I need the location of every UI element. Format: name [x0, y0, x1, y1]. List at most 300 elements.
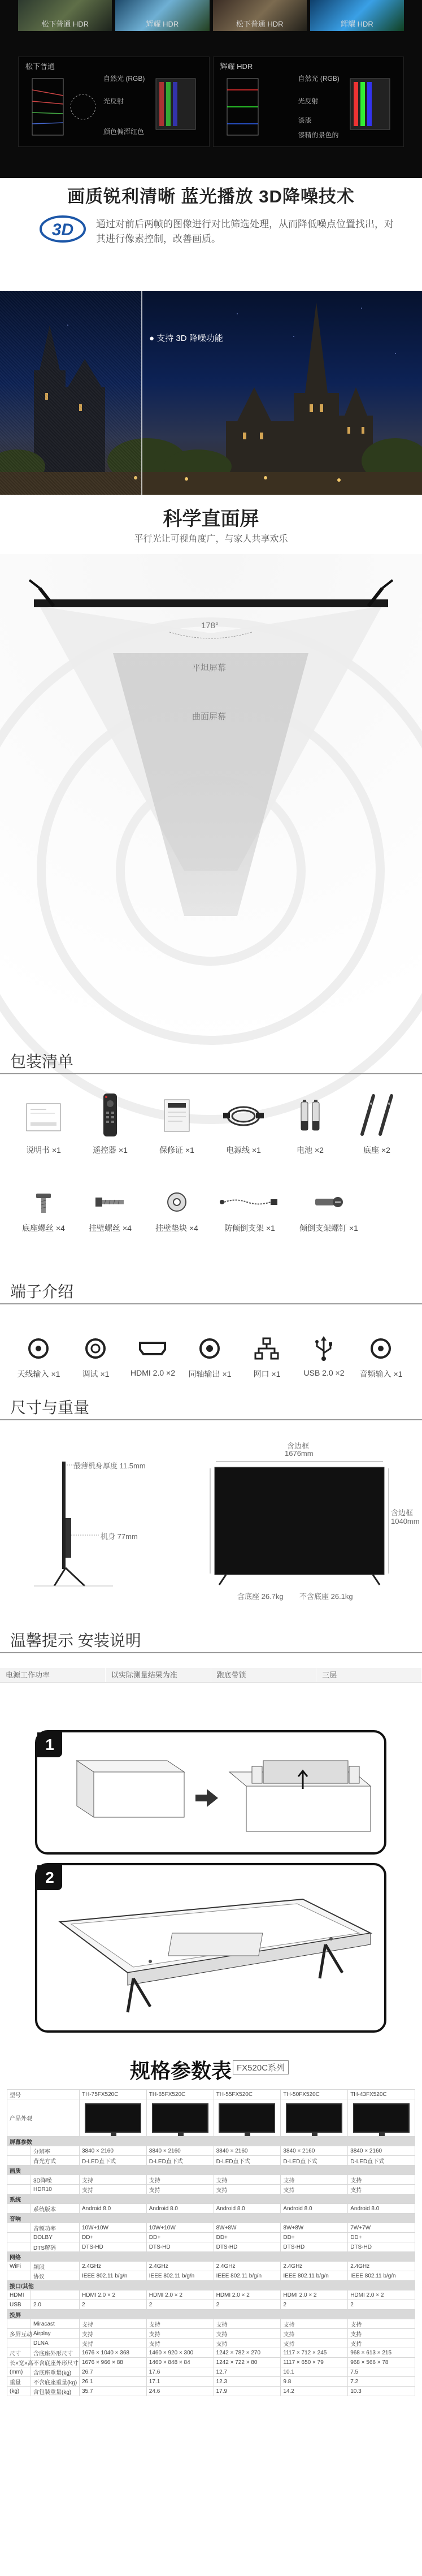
spec-value-cell: 7.2 — [348, 2377, 415, 2387]
spec-group-label: 音响 — [7, 2214, 415, 2223]
spec-value-cell: 支持 — [348, 2339, 415, 2348]
pack-item-label: 挂壁螺丝 ×4 — [89, 1224, 132, 1233]
spec-group-label: 接口/其他 — [7, 2281, 415, 2290]
hdr-caption: 松下普通 HDR — [236, 20, 284, 28]
gamut-note: 光反射 — [103, 97, 124, 105]
spec-value-cell: 7.5 — [348, 2367, 415, 2377]
pack-item-label: 挂壁垫块 ×4 — [155, 1224, 198, 1233]
badge-text: 支持 3D 降噪功能 — [156, 334, 223, 343]
spec-value-cell: DTS-HD — [146, 2242, 214, 2252]
gamut-note: 光反射 — [298, 97, 319, 105]
pack-item-label: 电池 ×2 — [297, 1146, 324, 1155]
spec-name-cell: 背光方式 — [31, 2156, 80, 2166]
spec-group-row — [7, 2252, 415, 2262]
spec-group-row — [7, 2281, 415, 2290]
spec-value-cell: 支持 — [80, 2339, 147, 2348]
gamut-diagram-icon — [221, 73, 298, 141]
port-item — [67, 1329, 124, 1391]
spec-value-cell: 支持 — [348, 2185, 415, 2194]
spec-value-cell: HDMI 2.0 × 2 — [348, 2290, 415, 2300]
comparison-split-line[interactable] — [141, 291, 142, 495]
spec-value-cell: DTS-HD — [214, 2242, 281, 2252]
spec-category-cell — [7, 2204, 31, 2214]
height-value: 1040mm — [391, 1517, 420, 1525]
spec-category-cell — [7, 2242, 31, 2252]
spec-value-cell: 支持 — [146, 2185, 214, 2194]
spec-name-cell: 2.0 — [31, 2300, 80, 2310]
3d-logo-icon — [40, 215, 86, 243]
tv-thumbnail-icon — [219, 2103, 275, 2133]
spec-name-cell: 协议 — [31, 2271, 80, 2281]
port-item — [238, 1329, 295, 1391]
spec-image-row — [7, 2099, 415, 2137]
pack-item-label: 保修证 ×1 — [159, 1146, 194, 1155]
gamut-diagram-icon — [27, 73, 103, 141]
port-label: USB 2.0 ×2 — [303, 1368, 345, 1377]
manual-icon — [21, 1092, 66, 1138]
pack-item-label: 底座 ×2 — [363, 1146, 390, 1155]
spec-value-cell: 支持 — [281, 2175, 348, 2185]
spec-row — [7, 2319, 415, 2329]
warranty-card-icon — [154, 1092, 199, 1138]
spec-value-cell: 支持 — [281, 2185, 348, 2194]
spec-value-cell: 2 — [348, 2300, 415, 2310]
noise-reduction-description: 通过对前后两帧的图像进行对比筛选处理，从而降低噪点位置找出，对其进行像素控制，改善画质。 — [96, 219, 394, 244]
spec-header-cell: 型号 — [7, 2090, 80, 2099]
spec-name-cell: 不含底座外形尺寸 — [31, 2358, 80, 2367]
spec-model-cell: TH-65FX520C — [146, 2090, 214, 2099]
spec-value-cell: 2.4GHz — [80, 2262, 147, 2271]
bracket-screw-icon — [306, 1185, 351, 1219]
spec-value-cell: 17.9 — [214, 2387, 281, 2396]
spec-value-cell: 9.8 — [281, 2377, 348, 2387]
spec-value-cell: D-LED直下式 — [214, 2156, 281, 2166]
packing-row-2 — [10, 1181, 412, 1248]
spec-value-cell: 支持 — [348, 2175, 415, 2185]
noise-reduction-photo — [0, 291, 422, 495]
antenna-port-icon — [21, 1334, 55, 1363]
port-item — [295, 1329, 353, 1391]
section-divider — [0, 1073, 422, 1074]
hdr-caption: 松下普通 HDR — [41, 20, 89, 28]
noise-reduction-badge — [149, 332, 223, 344]
spec-thumb-cell — [281, 2099, 348, 2137]
weight-without-base: 不含底座 26.1kg — [299, 1592, 353, 1601]
spec-value-cell: IEEE 802.11 b/g/n — [281, 2271, 348, 2281]
spec-row — [7, 2156, 415, 2166]
spec-group-label: 投屏 — [7, 2310, 415, 2319]
spec-value-cell: 10.1 — [281, 2367, 348, 2377]
spec-value-cell: 支持 — [80, 2175, 147, 2185]
spec-value-cell: HDMI 2.0 × 2 — [80, 2290, 147, 2300]
specs-table — [7, 2089, 415, 2396]
pack-item-label: 倾倒支架螺钉 ×1 — [299, 1224, 358, 1233]
port-item — [124, 1329, 181, 1391]
spec-category-cell: 多屏互动 — [7, 2329, 31, 2339]
gamut-note: 漆漆 — [298, 116, 312, 124]
spec-value-cell: 支持 — [281, 2329, 348, 2339]
installation-tips-header: 温馨提示 安装说明 — [10, 1632, 141, 1649]
spec-name-cell: 含包装重量(kg) — [31, 2387, 80, 2396]
noise-reduction-title: 画质锐利清晰 蓝光播放 3D降噪技术 — [67, 187, 355, 206]
anti-tip-strap-icon — [219, 1185, 281, 1219]
spec-value-cell: 支持 — [214, 2175, 281, 2185]
port-label: 同轴输出 ×1 — [188, 1369, 232, 1378]
spec-value-cell: DD+ — [348, 2233, 415, 2242]
spec-row — [7, 2204, 415, 2214]
spec-value-cell: 2 — [80, 2300, 147, 2310]
spec-value-cell: 1460 × 920 × 300 — [146, 2348, 214, 2358]
spec-category-cell: (mm) — [7, 2367, 31, 2377]
tv-thumbnail-icon — [353, 2103, 410, 2133]
tips-tab-bar — [0, 1668, 422, 1683]
spec-value-cell: Android 8.0 — [80, 2204, 147, 2214]
hdr-caption: 辉耀 HDR — [340, 20, 373, 28]
spec-value-cell: DD+ — [146, 2233, 214, 2242]
spec-row — [7, 2185, 415, 2194]
spec-name-cell: 含底座外形尺寸 — [31, 2348, 80, 2358]
spec-category-cell: (kg) — [7, 2387, 31, 2396]
spec-value-cell: 支持 — [214, 2339, 281, 2348]
spec-row — [7, 2377, 415, 2387]
gamut-note: 漆精的景色的 — [298, 131, 339, 139]
specs-title: 规格参数表 — [130, 2059, 232, 2082]
hdr-photo-1 — [18, 0, 112, 31]
spec-category-cell — [7, 2223, 31, 2233]
spec-value-cell: 1676 × 966 × 88 — [80, 2358, 147, 2367]
spec-thumb-cell — [80, 2099, 147, 2137]
straight-screen-title: 科学直面屏 — [163, 508, 259, 530]
section-divider — [0, 1419, 422, 1420]
spec-value-cell: 支持 — [348, 2319, 415, 2329]
spec-value-cell: 8W+8W — [214, 2223, 281, 2233]
section-divider — [0, 1652, 422, 1653]
spec-header-row — [7, 2090, 415, 2099]
spec-value-cell: 1117 × 650 × 79 — [281, 2358, 348, 2367]
spec-thumb-cell — [214, 2099, 281, 2137]
weight-with-base: 含底座 26.7kg — [237, 1592, 284, 1601]
ethernet-port-icon — [250, 1334, 284, 1363]
spec-group-row — [7, 2137, 415, 2146]
spec-value-cell: 24.6 — [146, 2387, 214, 2396]
spec-group-row — [7, 2194, 415, 2204]
spec-value-cell: 3840 × 2160 — [80, 2146, 147, 2156]
pack-item — [143, 1181, 210, 1248]
pack-item-label: 电源线 ×1 — [226, 1146, 261, 1155]
tv-dimensions-illustration-icon — [0, 1445, 422, 1609]
spacer-icon — [154, 1185, 199, 1219]
spec-value-cell: 1117 × 712 × 245 — [281, 2348, 348, 2358]
spec-value-cell: 2.4GHz — [348, 2262, 415, 2271]
hdr-photo-2 — [115, 0, 209, 31]
pack-item-label: 底座螺丝 ×4 — [22, 1224, 65, 1233]
spec-value-cell: DD+ — [214, 2233, 281, 2242]
spec-value-cell: Android 8.0 — [348, 2204, 415, 2214]
view-angle-label: 178° — [201, 621, 219, 630]
hdr-photo-row — [18, 0, 404, 31]
pack-item — [289, 1181, 368, 1248]
spec-value-cell: HDMI 2.0 × 2 — [214, 2290, 281, 2300]
port-label: 音频输入 ×1 — [359, 1369, 403, 1378]
spec-row — [7, 2242, 415, 2252]
spec-row — [7, 2300, 415, 2310]
spec-value-cell: 2 — [146, 2300, 214, 2310]
spec-category-cell — [7, 2146, 31, 2156]
port-label: HDMI 2.0 ×2 — [130, 1368, 175, 1377]
spec-value-cell: 10W+10W — [80, 2223, 147, 2233]
spec-name-cell: 音频功率 — [31, 2223, 80, 2233]
dimensions-header: 尺寸与重量 — [10, 1399, 90, 1416]
spec-name-cell: 系统版本 — [31, 2204, 80, 2214]
tab-power[interactable]: 电源工作功率 — [0, 1668, 106, 1682]
spec-value-cell: 3840 × 2160 — [146, 2146, 214, 2156]
spec-model-cell: TH-75FX520C — [80, 2090, 147, 2099]
spec-value-cell: 2 — [214, 2300, 281, 2310]
gamut-note: 自然光 (RGB) — [298, 75, 340, 83]
spec-row — [7, 2262, 415, 2271]
spec-value-cell: 支持 — [214, 2329, 281, 2339]
flat-screen-label: 平坦屏幕 — [192, 663, 227, 673]
pack-item — [143, 1087, 210, 1172]
packing-row-1 — [10, 1087, 412, 1172]
bolt-icon — [88, 1185, 133, 1219]
spec-row — [7, 2271, 415, 2281]
gamut-panel-title: 松下普通 — [25, 62, 55, 71]
spec-value-cell: D-LED直下式 — [348, 2156, 415, 2166]
spec-category-cell: 重量 — [7, 2377, 31, 2387]
width-value: 1676mm — [285, 1449, 314, 1458]
spec-value-cell: 1460 × 848 × 84 — [146, 2358, 214, 2367]
straight-screen-subtitle: 平行光让可视角度广，与家人共享欢乐 — [134, 534, 288, 544]
hdr-gamut-panel-left — [18, 57, 210, 147]
body-thickness-label: 机身 77mm — [101, 1532, 138, 1541]
spec-value-cell: 10W+10W — [146, 2223, 214, 2233]
spec-value-cell: Android 8.0 — [146, 2204, 214, 2214]
spec-image-label: 产品外观 — [7, 2099, 80, 2137]
spec-name-cell: HDR10 — [31, 2185, 80, 2194]
height-caption: 含边框 — [391, 1509, 414, 1517]
spec-value-cell: 12.3 — [214, 2377, 281, 2387]
pack-item — [10, 1087, 77, 1172]
hdr-gamut-panel-right — [213, 57, 404, 147]
spec-group-row — [7, 2310, 415, 2319]
tv-panel-icon — [328, 73, 395, 135]
port-item — [181, 1329, 238, 1391]
spec-row — [7, 2358, 415, 2367]
spec-value-cell: 968 × 613 × 215 — [348, 2348, 415, 2358]
spec-value-cell: D-LED直下式 — [281, 2156, 348, 2166]
tab-lock[interactable]: 跑底带锁 — [211, 1668, 317, 1682]
spec-thumb-cell — [348, 2099, 415, 2137]
install-step-1 — [35, 1730, 386, 1855]
pack-item-label: 遥控器 ×1 — [93, 1146, 128, 1155]
pack-item-label: 说明书 ×1 — [26, 1146, 61, 1155]
spec-category-cell: 长×宽×高 — [7, 2358, 31, 2367]
spec-name-cell: Miracast — [31, 2319, 80, 2329]
spec-name-cell — [31, 2290, 80, 2300]
spec-category-cell — [7, 2339, 31, 2348]
spec-thumb-cell — [146, 2099, 214, 2137]
spec-row — [7, 2146, 415, 2156]
spec-value-cell: 支持 — [146, 2339, 214, 2348]
spec-value-cell: 35.7 — [80, 2387, 147, 2396]
spec-value-cell: 1676 × 1040 × 368 — [80, 2348, 147, 2358]
spec-value-cell: 2 — [281, 2300, 348, 2310]
spec-value-cell: 3840 × 2160 — [348, 2146, 415, 2156]
port-label: 天线输入 ×1 — [17, 1369, 60, 1378]
spec-value-cell: 17.6 — [146, 2367, 214, 2377]
spec-value-cell: D-LED直下式 — [146, 2156, 214, 2166]
spec-row — [7, 2290, 415, 2300]
spec-name-cell: 分辨率 — [31, 2146, 80, 2156]
spec-row — [7, 2367, 415, 2377]
spec-category-cell — [7, 2156, 31, 2166]
spec-value-cell: 支持 — [146, 2329, 214, 2339]
spec-value-cell: IEEE 802.11 b/g/n — [348, 2271, 415, 2281]
audio-in-port-icon — [364, 1334, 398, 1363]
curved-screen-label: 曲面屏幕 — [192, 712, 227, 721]
step-number: 1 — [37, 1732, 62, 1757]
usb-port-icon — [307, 1334, 341, 1363]
spec-value-cell: 支持 — [80, 2329, 147, 2339]
spec-name-cell: 含底座重量(kg) — [31, 2367, 80, 2377]
spec-name-cell: DLNA — [31, 2339, 80, 2348]
unboxing-illustration-icon — [37, 1732, 389, 1857]
tab-measurement[interactable]: 以实际测量结果为准 — [106, 1668, 211, 1682]
spec-value-cell: 2.4GHz — [214, 2262, 281, 2271]
pack-item — [210, 1087, 277, 1172]
spec-value-cell: IEEE 802.11 b/g/n — [214, 2271, 281, 2281]
power-cord-icon — [221, 1092, 266, 1138]
debug-port-icon — [79, 1334, 112, 1363]
section-divider — [0, 1303, 422, 1304]
gamut-note: 颜色偏浑红色 — [103, 128, 145, 136]
spec-name-cell: Airplay — [31, 2329, 80, 2339]
tv-thumbnail-icon — [152, 2103, 208, 2133]
spec-name-cell: DTS解码 — [31, 2242, 80, 2252]
spec-model-cell: TH-50FX520C — [281, 2090, 348, 2099]
spec-category-cell — [7, 2185, 31, 2194]
spec-value-cell: 支持 — [146, 2319, 214, 2329]
tv-thumbnail-icon — [85, 2103, 141, 2133]
spec-value-cell: 7W+7W — [348, 2223, 415, 2233]
spec-value-cell: 3840 × 2160 — [281, 2146, 348, 2156]
spec-value-cell: 支持 — [146, 2175, 214, 2185]
spec-value-cell: DTS-HD — [281, 2242, 348, 2252]
ports-header: 端子介绍 — [10, 1283, 74, 1300]
width-caption: 含边框 — [287, 1442, 310, 1450]
port-label: 网口 ×1 — [253, 1369, 281, 1378]
spec-value-cell: 12.7 — [214, 2367, 281, 2377]
spec-value-cell: IEEE 802.11 b/g/n — [146, 2271, 214, 2281]
spec-value-cell: 968 × 566 × 78 — [348, 2358, 415, 2367]
spec-value-cell: 支持 — [348, 2329, 415, 2339]
spec-category-cell — [7, 2175, 31, 2185]
hdr-comparison-section — [0, 0, 422, 178]
hdr-caption: 辉耀 HDR — [146, 20, 179, 28]
remote-icon — [88, 1092, 133, 1138]
spec-value-cell: 支持 — [281, 2339, 348, 2348]
dimensions-diagram — [0, 1442, 422, 1609]
pack-item — [10, 1181, 77, 1248]
spec-value-cell: 14.2 — [281, 2387, 348, 2396]
spec-row — [7, 2329, 415, 2339]
pack-item-label: 防倾倒支架 ×1 — [224, 1224, 275, 1233]
spec-group-row — [7, 2166, 415, 2175]
port-label: 调试 ×1 — [82, 1369, 110, 1378]
gamut-panel-title: 辉耀 HDR — [220, 62, 253, 71]
spec-value-cell: 支持 — [281, 2319, 348, 2329]
spec-value-cell: Android 8.0 — [214, 2204, 281, 2214]
pack-item — [277, 1087, 343, 1172]
spec-name-cell: 频段 — [31, 2262, 80, 2271]
spec-value-cell: 支持 — [214, 2185, 281, 2194]
spec-category-cell — [7, 2319, 31, 2329]
spec-group-label: 屏幕参数 — [7, 2137, 415, 2146]
hdr-gamut-row — [18, 57, 404, 147]
step-number: 2 — [37, 1865, 62, 1890]
packing-list-header: 包装清单 — [10, 1053, 74, 1070]
spec-name-cell: 3D降噪 — [31, 2175, 80, 2185]
spec-value-cell: HDMI 2.0 × 2 — [281, 2290, 348, 2300]
hdr-photo-3 — [213, 0, 307, 31]
spec-row — [7, 2175, 415, 2185]
specs-series-tag: FX520C系列 — [233, 2060, 289, 2074]
spec-category-cell: 尺寸 — [7, 2348, 31, 2358]
pack-item — [77, 1087, 143, 1172]
spec-value-cell: 26.1 — [80, 2377, 147, 2387]
hdmi-port-icon — [136, 1334, 169, 1363]
spec-row — [7, 2348, 415, 2358]
spec-value-cell: 10.3 — [348, 2387, 415, 2396]
thinnest-thickness-label: 最薄机身厚度 11.5mm — [73, 1462, 146, 1470]
spec-value-cell: 3840 × 2160 — [214, 2146, 281, 2156]
spec-group-row — [7, 2214, 415, 2223]
spec-category-cell — [7, 2271, 31, 2281]
spec-group-label: 网络 — [7, 2252, 415, 2262]
pack-item — [210, 1181, 289, 1248]
bullet-icon: ● — [149, 334, 157, 343]
spec-value-cell: 2.4GHz — [281, 2262, 348, 2271]
screw-icon — [21, 1185, 66, 1219]
spec-value-cell: 1242 × 782 × 270 — [214, 2348, 281, 2358]
spec-value-cell: Android 8.0 — [281, 2204, 348, 2214]
battery-icon — [288, 1092, 333, 1138]
spec-value-cell: 8W+8W — [281, 2223, 348, 2233]
spec-value-cell: DTS-HD — [80, 2242, 147, 2252]
spec-name-cell: 不含底座重量(kg) — [31, 2377, 80, 2387]
tab-layers[interactable]: 三层 — [316, 1668, 422, 1682]
spec-value-cell: 2.4GHz — [146, 2262, 214, 2271]
spec-value-cell: 26.7 — [80, 2367, 147, 2377]
spec-row — [7, 2339, 415, 2348]
spec-value-cell: DTS-HD — [348, 2242, 415, 2252]
spec-model-cell: TH-43FX520C — [348, 2090, 415, 2099]
spec-value-cell: IEEE 802.11 b/g/n — [80, 2271, 147, 2281]
gamut-note: 自然光 (RGB) — [103, 75, 145, 83]
spec-value-cell: 1242 × 722 × 80 — [214, 2358, 281, 2367]
spec-value-cell: 支持 — [80, 2319, 147, 2329]
stand-mounting-illustration-icon — [37, 1865, 389, 2035]
pack-item — [77, 1181, 143, 1248]
spec-value-cell: 17.1 — [146, 2377, 214, 2387]
viewing-angle-diagram — [0, 554, 422, 1046]
spec-value-cell: DD+ — [80, 2233, 147, 2242]
install-step-2 — [35, 1863, 386, 2033]
spec-row — [7, 2387, 415, 2396]
spec-group-label: 画质 — [7, 2166, 415, 2175]
stand-leg-icon — [354, 1092, 399, 1138]
